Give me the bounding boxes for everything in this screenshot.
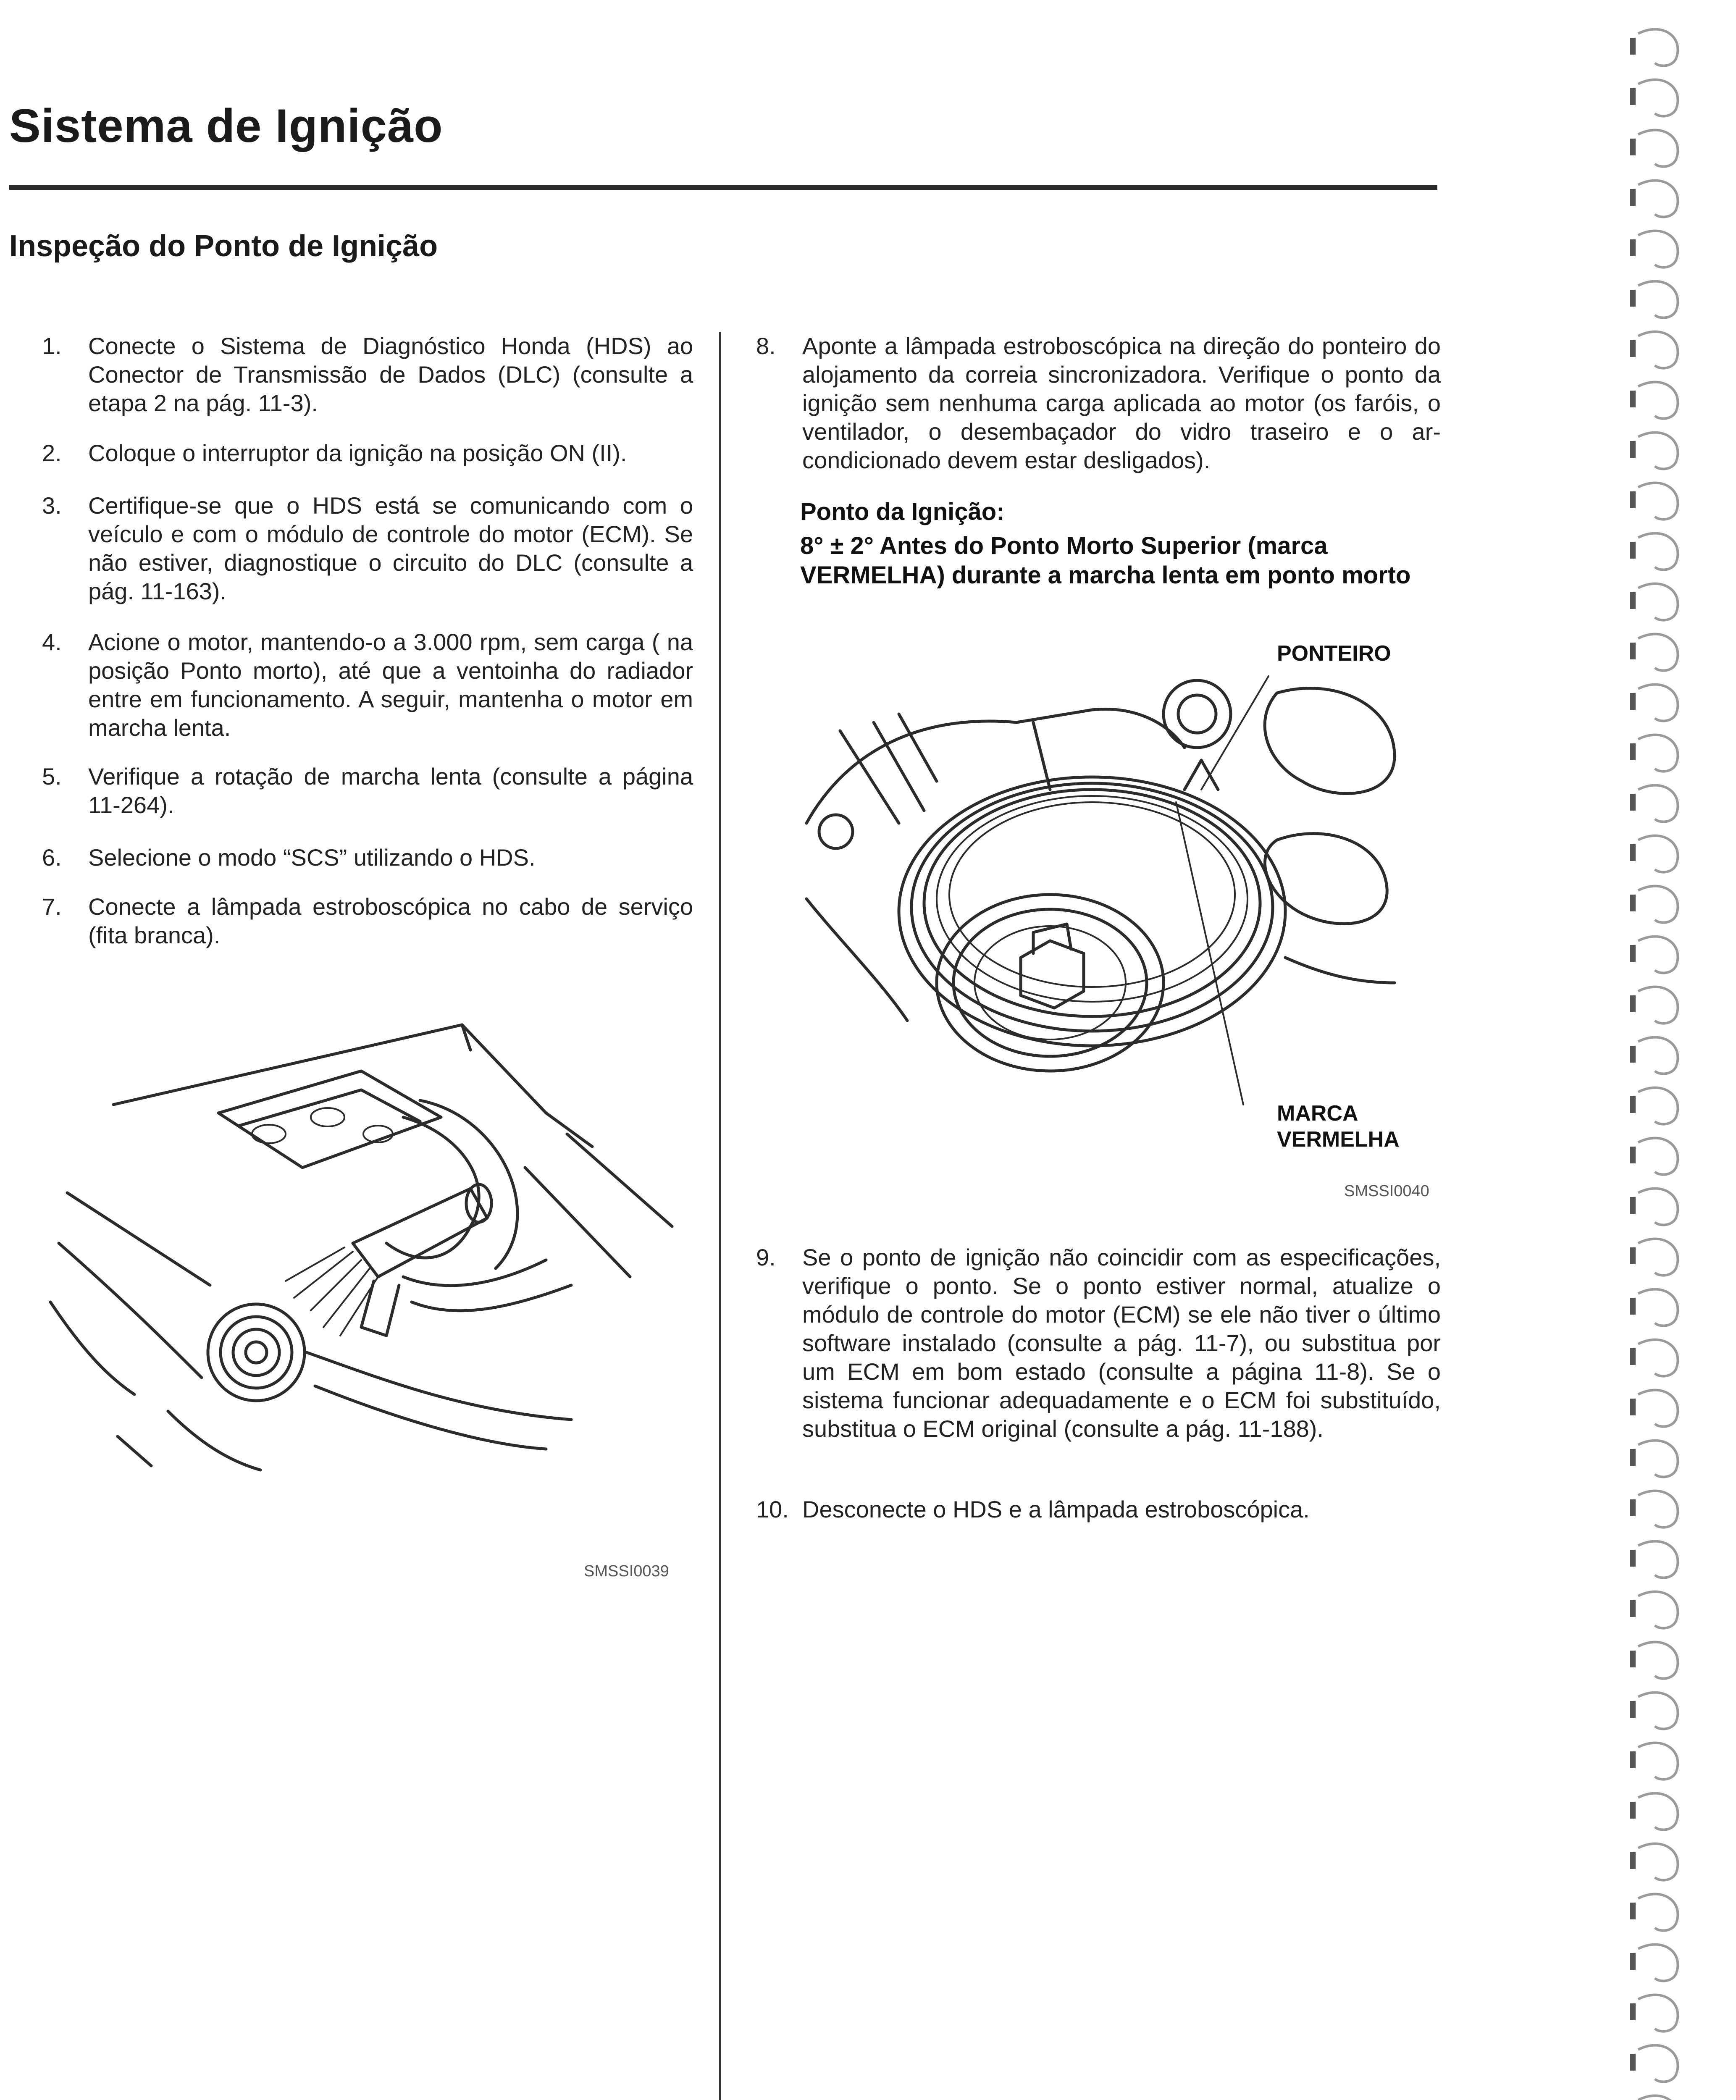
binding-ring	[1638, 2096, 1678, 2100]
binding-hole	[1630, 290, 1636, 307]
pointer-label: PONTEIRO	[1277, 641, 1391, 666]
binding-ring	[1638, 1793, 1678, 1830]
binding-ring	[1638, 1491, 1678, 1528]
binding-hole	[1630, 1953, 1636, 1970]
binding-hole	[1630, 2054, 1636, 2071]
binding-hole	[1630, 895, 1636, 911]
step-8	[756, 332, 1441, 475]
binding-hole	[1630, 1449, 1636, 1466]
crank-pulley-illustration	[798, 664, 1445, 1109]
binding-ring	[1638, 130, 1678, 167]
step-number: 7.	[42, 893, 62, 920]
binding-ring	[1638, 1743, 1678, 1780]
binding-ring	[1638, 1642, 1678, 1679]
step-number: 4.	[42, 629, 62, 655]
figure-code: SMSSI0040	[1344, 1182, 1429, 1200]
binding-hole	[1630, 441, 1636, 458]
step-text: Selecione o modo “SCS” utilizando o HDS.	[88, 844, 536, 871]
binding-hole	[1630, 1550, 1636, 1567]
step-7	[42, 892, 693, 950]
binding-hole	[1630, 995, 1636, 1012]
binding-ring	[1638, 836, 1678, 872]
step-10	[756, 1495, 1441, 1524]
binding-ring	[1638, 80, 1678, 116]
step-9	[756, 1243, 1441, 1443]
binding-hole	[1630, 1701, 1636, 1718]
binding-hole	[1630, 1348, 1636, 1365]
page-title: Sistema de Ignição	[9, 100, 443, 152]
binding-ring	[1638, 1693, 1678, 1729]
binding-ring	[1638, 1037, 1678, 1074]
step-text: Desconecte o HDS e a lâmpada estroboscópica.	[802, 1496, 1310, 1522]
step-number: 1.	[42, 333, 62, 359]
binding-ring	[1638, 584, 1678, 620]
spiral-binding	[1613, 0, 1736, 2100]
step-text: Conecte o Sistema de Diagnóstico Honda (HDS) ao Conector de Transmissão de Dados (DLC) (consulte a etapa 2 na pág. 11-3).	[88, 333, 693, 416]
binding-ring	[1638, 937, 1678, 973]
binding-ring	[1638, 281, 1678, 318]
step-number: 6.	[42, 844, 62, 871]
binding-hole	[1630, 1046, 1636, 1063]
binding-hole	[1630, 189, 1636, 206]
binding-hole	[1630, 139, 1636, 155]
binding-ring	[1638, 1390, 1678, 1427]
binding-hole	[1630, 1600, 1636, 1617]
binding-ring	[1638, 1088, 1678, 1124]
binding-ring	[1638, 634, 1678, 671]
binding-hole	[1630, 794, 1636, 811]
binding-ring	[1638, 29, 1678, 66]
step-2	[42, 439, 693, 467]
binding-hole	[1630, 743, 1636, 760]
step-text: Aponte a lâmpada estroboscópica na direção do ponteiro do alojamento da correia sincronizadora. Verifique o ponto da ignição sem nenhuma carga aplicada ao motor (os faróis, o ventilador, o desembaçador do vidro traseiro e o ar-condicionado devem estar desligados).	[802, 333, 1441, 473]
strobe-light-illustration	[42, 1008, 697, 1554]
binding-ring	[1638, 483, 1678, 520]
binding-ring	[1638, 1945, 1678, 1981]
binding-hole	[1630, 88, 1636, 105]
binding-hole	[1630, 2003, 1636, 2020]
binding-hole	[1630, 491, 1636, 508]
binding-hole	[1630, 1147, 1636, 1163]
binding-hole	[1630, 542, 1636, 559]
red-mark-label: MARCA VERMELHA	[1277, 1101, 1400, 1152]
step-number: 10.	[756, 1496, 789, 1522]
binding-hole	[1630, 1903, 1636, 1919]
binding-ring	[1638, 433, 1678, 469]
step-text: Certifique-se que o HDS está se comunicando com o veículo e com o módulo de controle do motor (ECM). Se não estiver, diagnostique o circuito do DLC (consulte a pág. 11-163).	[88, 492, 693, 604]
step-6	[42, 843, 693, 872]
step-number: 5.	[42, 763, 62, 790]
binding-ring	[1638, 1340, 1678, 1376]
binding-hole	[1630, 391, 1636, 407]
binding-hole	[1630, 1499, 1636, 1516]
step-1	[42, 332, 693, 417]
binding-hole	[1630, 844, 1636, 861]
step-text: Conecte a lâmpada estroboscópica no cabo de serviço (fita branca).	[88, 893, 693, 948]
binding-hole	[1630, 643, 1636, 659]
binding-ring	[1638, 1894, 1678, 1931]
binding-ring	[1638, 382, 1678, 419]
section-title: Inspeção do Ponto de Ignição	[9, 229, 438, 263]
binding-ring	[1638, 987, 1678, 1024]
step-text: Se o ponto de ignição não coincidir com as especificações, verifique o ponto. Se o ponto estiver normal, atualize o módulo de controle do motor (ECM) se ele não tiver o último software instalado (consulte a pág. 11-7), ou substitua por um ECM em bom estado (consulte a página 11-8). Se o sistema funcionar adequadamente e o ECM foi substituído, substitua o ECM original (consulte a pág. 11-188).	[802, 1244, 1441, 1442]
binding-hole	[1630, 1298, 1636, 1315]
title-rule	[9, 185, 1437, 190]
step-number: 8.	[756, 333, 776, 359]
binding-ring	[1638, 332, 1678, 368]
spec-title: Ponto da Ignição:	[800, 498, 1005, 525]
binding-ring	[1638, 1138, 1678, 1175]
binding-ring	[1638, 1541, 1678, 1578]
step-number: 3.	[42, 492, 62, 519]
binding-hole	[1630, 1399, 1636, 1415]
figure-code: SMSSI0039	[584, 1562, 669, 1580]
binding-hole	[1630, 1247, 1636, 1264]
binding-hole	[1630, 1197, 1636, 1214]
column-divider	[719, 332, 721, 2100]
binding-ring	[1638, 1289, 1678, 1326]
binding-ring	[1638, 1844, 1678, 1880]
binding-ring	[1638, 685, 1678, 721]
binding-hole	[1630, 1651, 1636, 1667]
binding-ring	[1638, 1239, 1678, 1276]
step-text: Acione o motor, mantendo-o a 3.000 rpm, sem carga ( na posição Ponto morto), até que a ventoinha do radiador entre em funcionamento. A seguir, mantenha o motor em marcha lenta.	[88, 629, 693, 741]
binding-hole	[1630, 693, 1636, 710]
binding-ring	[1638, 1592, 1678, 1628]
binding-hole	[1630, 239, 1636, 256]
step-number: 2.	[42, 440, 62, 466]
binding-ring	[1638, 1189, 1678, 1225]
binding-ring	[1638, 1995, 1678, 2032]
step-text: Coloque o interruptor da ignição na posição ON (II).	[88, 440, 627, 466]
binding-hole	[1630, 945, 1636, 962]
step-text: Verifique a rotação de marcha lenta (consulte a página 11-264).	[88, 763, 693, 818]
binding-hole	[1630, 1096, 1636, 1113]
binding-ring	[1638, 231, 1678, 268]
step-4	[42, 628, 693, 742]
binding-ring	[1638, 181, 1678, 217]
step-5	[42, 762, 693, 819]
spec-text: 8° ± 2° Antes do Ponto Morto Superior (marca VERMELHA) durante a marcha lenta em ponto morto	[800, 532, 1411, 589]
binding-hole	[1630, 1852, 1636, 1869]
binding-ring	[1638, 2045, 1678, 2082]
binding-ring	[1638, 1441, 1678, 1477]
binding-ring	[1638, 785, 1678, 822]
binding-hole	[1630, 1802, 1636, 1819]
step-number: 9.	[756, 1244, 776, 1270]
step-3	[42, 491, 693, 606]
binding-hole	[1630, 1751, 1636, 1768]
binding-ring	[1638, 886, 1678, 923]
binding-hole	[1630, 340, 1636, 357]
binding-ring	[1638, 533, 1678, 570]
binding-hole	[1630, 592, 1636, 609]
binding-hole	[1630, 38, 1636, 55]
binding-ring	[1638, 735, 1678, 772]
